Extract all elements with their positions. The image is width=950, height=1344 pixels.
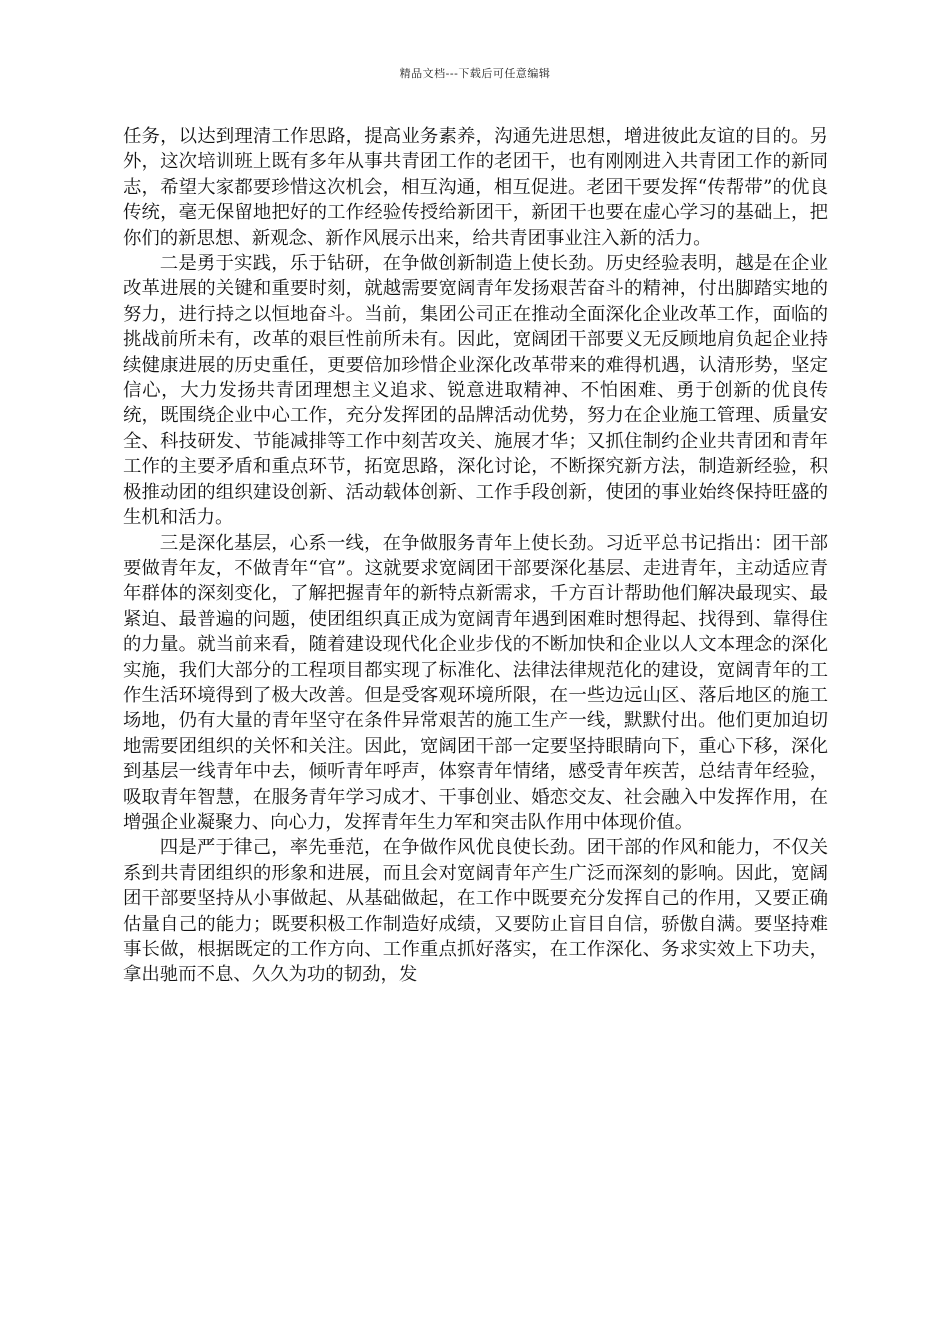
page-header: 精品文档---下载后可任意编辑 bbox=[399, 67, 551, 80]
document-body bbox=[123, 124, 828, 988]
body-paragraph: 二是勇于实践，乐于钻研，在争做创新制造上使长劲。历史经验表明，越是在企业改革进展的关键和重要时刻，就越需要宽阔青年发扬艰苦奋斗的精神，付出脚踏实地的努力，进行持之以恒地奋斗。当前，集团公司正在推动全面深化企业改革工作，面临的挑战前所未有，改革的艰巨性前所未有。因此，宽阔团干部要义无反顾地肩负起企业持续健康进展的历史重任，更要倍加珍惜企业深化改革带来的难得机遇，认清形势，坚定信心，大力发扬共青团理想主义追求、锐意进取精神、不怕困难、勇于创新的优良传统，既围绕企业中心工作，充分发挥团的品牌活动优势，努力在企业施工管理、质量安全、科技研发、节能减排等工作中刻苦攻关、施展才华；又抓住制约企业共青团和青年工作的主要矛盾和重点环节，拓宽思路，深化讨论，不断探究新方法，制造新经验，积极推动团的组织建设创新、活动载体创新、工作手段创新，使团的事业始终保持旺盛的生机和活力。 bbox=[123, 253, 828, 529]
body-paragraph: 三是深化基层，心系一线，在争做服务青年上使长劲。习近平总书记指出：团干部要做青年友，不做青年“官”。这就要求宽阔团干部要深化基层、走进青年，主动适应青年群体的深刻变化，了解把握青年的新特点新需求，千方百计帮助他们解决最现实、最紧迫、最普遍的问题，使团组织真正成为宽阔青年遇到困难时想得起、找得到、靠得住的力量。就当前来看，随着建设现代化企业步伐的不断加快和企业以人文本理念的深化实施，我们大部分的工程项目都实现了标准化、法律法律规范化的建设，宽阔青年的工作生活环境得到了极大改善。但是受客观环境所限，在一些边远山区、落后地区的施工场地，仍有大量的青年坚守在条件异常艰苦的施工生产一线，默默付出。他们更加迫切地需要团组织的关怀和关注。因此，宽阔团干部一定要坚持眼睛向下，重心下移，深化到基层一线青年中去，倾听青年呼声，体察青年情绪，感受青年疾苦，总结青年经验，吸取青年智慧，在服务青年学习成才、干事创业、婚恋交友、社会融入中发挥作用，在增强企业凝聚力、向心力，发挥青年生力军和突击队作用中体现价值。 bbox=[123, 532, 828, 833]
body-paragraph: 四是严于律己，率先垂范，在争做作风优良使长劲。团干部的作风和能力，不仅关系到共青团组织的形象和进展，而且会对宽阔青年产生广泛而深刻的影响。因此，宽阔团干部要坚持从小事做起、从基础做起，在工作中既要充分发挥自己的作用，又要正确估量自己的能力；既要积极工作制造好成绩，又要防止盲目自信，骄傲自满。要坚持难事长做，根据既定的工作方向、工作重点抓好落实，在工作深化、务求实效上下功夫，拿出驰而不息、久久为功的韧劲，发 bbox=[123, 837, 828, 986]
body-paragraph: 任务，以达到理清工作思路，提高业务素养，沟通先进思想，增进彼此友谊的目的。另外，这次培训班上既有多年从事共青团工作的老团干，也有刚刚进入共青团工作的新同志，希望大家都要珍惜这次机会，相互沟通，相互促进。老团干要发挥“传帮带”的优良传统，毫无保留地把好的工作经验传授给新团干，新团干也要在虚心学习的基础上，把你们的新思想、新观念、新作风展示出来，给共青团事业注入新的活力。 bbox=[123, 126, 828, 249]
